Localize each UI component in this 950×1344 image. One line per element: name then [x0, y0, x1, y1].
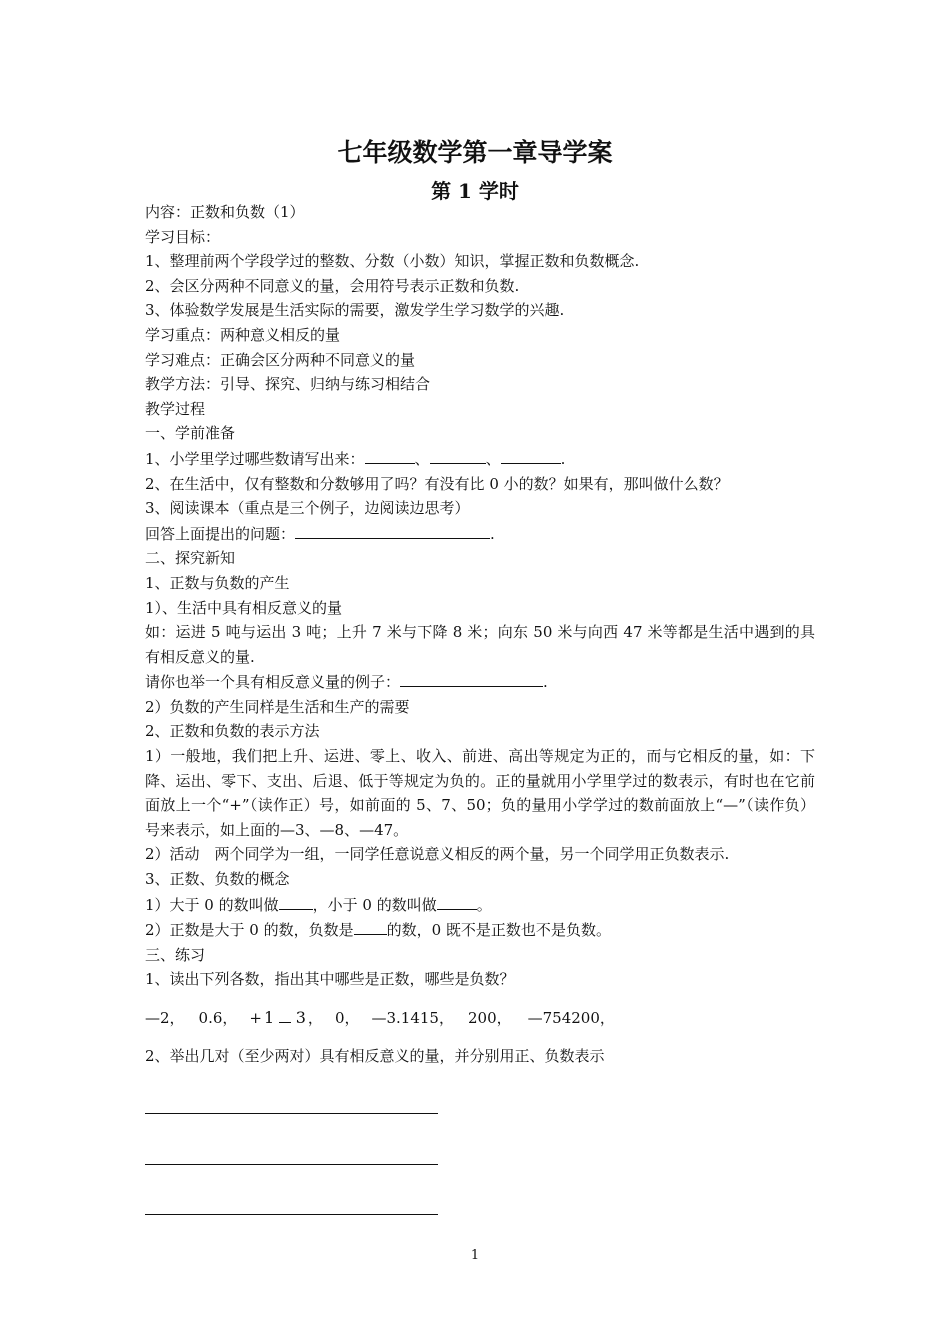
- question-text: 1、小学里学过哪些数请写出来：: [145, 449, 365, 468]
- question-line: 2、在生活中，仅有整数和分数够用了吗？有没有比 0 小的数？如果有，那叫做什么数？: [145, 474, 729, 493]
- subheading: 1）、生活中具有相反意义的量: [145, 598, 343, 617]
- teaching-method: 教学方法：引导、探究、归纳与练习相结合: [145, 375, 431, 394]
- section-heading: 三、练习: [145, 945, 206, 964]
- answer-blank[interactable]: [437, 892, 477, 910]
- period: .: [490, 524, 495, 543]
- period: 。: [476, 895, 492, 914]
- key-point: 学习重点：两种意义相反的量: [145, 325, 341, 344]
- answer-blank[interactable]: [295, 521, 490, 539]
- page-number: 1: [470, 1248, 480, 1263]
- answer-line[interactable]: [145, 1113, 438, 1114]
- fraction: [264, 1008, 306, 1028]
- number-list: [145, 992, 815, 1044]
- question-line: [145, 669, 815, 695]
- answer-line[interactable]: [145, 1214, 438, 1215]
- section-heading: 一、学前准备: [145, 424, 236, 443]
- number-item: 0，: [334, 1008, 360, 1027]
- subheading: 1、正数与负数的产生: [145, 573, 290, 592]
- page-title: 七年级数学第一章导学案: [337, 138, 613, 167]
- concept-line: [145, 917, 815, 943]
- answer-line: [145, 521, 815, 547]
- question-text: 请你也举一个具有相反意义量的例子：: [145, 673, 401, 692]
- goals-heading: 学习目标：: [145, 227, 221, 246]
- concept-line: [145, 892, 815, 918]
- activity-line: 2）活动 两个同学为一组，一同学任意说意义相反的两个量，另一个同学用正负数表示.: [145, 845, 730, 864]
- exercise-question: 2、举出几对（至少两对）具有相反意义的量，并分别用正、负数表示: [145, 1047, 605, 1065]
- difficulty: 学习难点：正确会区分两种不同意义的量: [145, 350, 416, 369]
- document-body: [145, 200, 815, 1069]
- answer-blank[interactable]: [400, 669, 543, 687]
- separator: 、: [485, 449, 501, 468]
- page-subtitle: 第 1 学时: [431, 179, 519, 203]
- goal-item: 3、体验数学发展是生活实际的需要，激发学生学习数学的兴趣.: [145, 301, 565, 320]
- number-item: 0.6，: [198, 1008, 238, 1027]
- fraction-bar: [279, 1022, 291, 1023]
- concept-text: 1）大于 0 的数叫做: [145, 895, 279, 914]
- period: .: [543, 673, 548, 692]
- answer-blank[interactable]: [430, 446, 486, 464]
- exercise-question: 1、读出下列各数，指出其中哪些是正数，哪些是负数？: [145, 970, 515, 989]
- number-item: +: [249, 1008, 262, 1027]
- question-line: 3、阅读课本（重点是三个例子，边阅读边思考）: [145, 499, 470, 518]
- number-item: 200，: [467, 1008, 512, 1027]
- example-paragraph: 如：运进 5 吨与运出 3 吨；上升 7 米与下降 8 米；向东 50 米与向西 47 米等都是生活中遇到的具有相反意义的量.: [145, 623, 815, 666]
- concept-text: ，小于 0 的数叫做: [312, 895, 437, 914]
- goal-item: 2、会区分两种不同意义的量，会用符号表示正数和负数.: [145, 276, 520, 295]
- fraction-numerator: 1: [263, 1008, 275, 1027]
- number-item: —3.1415，: [371, 1008, 454, 1027]
- subheading: 2）负数的产生同样是生活和生产的需要: [145, 697, 410, 716]
- subheading: 3、正数、负数的概念: [145, 870, 290, 889]
- concept-text: 2）正数是大于 0 的数，负数是: [145, 921, 354, 940]
- number-item: —754200，: [527, 1008, 615, 1027]
- content-line: 内容：正数和负数（1）: [145, 203, 305, 221]
- question-line: [145, 446, 815, 472]
- answer-blank[interactable]: [365, 446, 415, 464]
- separator: 、: [414, 449, 430, 468]
- subheading: 2、正数和负数的表示方法: [145, 722, 320, 741]
- goal-item: 1、整理前两个学段学过的整数、分数（小数）知识，掌握正数和负数概念.: [145, 252, 640, 271]
- answer-blank[interactable]: [279, 892, 313, 910]
- answer-blank[interactable]: [501, 446, 561, 464]
- number-item: —2，: [145, 1008, 185, 1027]
- section-heading: 二、探究新知: [145, 549, 236, 568]
- explanation-paragraph: 1）一般地，我们把上升、运进、零上、收入、前进、高出等规定为正的，而与它相反的量，如：下降、运出、零下、支出、后退、低于等规定为负的。正的量就用小学里学过的数表示，有时也在它前面放上一个“+”（读作正）号，如前面的 5、7、50；负的量用小学学过的数前面放上“—”（读作负）号来表示，如上面的—3、—8、—47。: [145, 747, 815, 839]
- fraction-denominator: 3: [295, 1008, 306, 1027]
- separator: ，: [307, 1008, 323, 1027]
- answer-prompt: 回答上面提出的问题：: [145, 524, 296, 543]
- answer-blank[interactable]: [354, 917, 387, 935]
- period: .: [560, 449, 566, 468]
- concept-text: 的数，0 既不是正数也不是负数。: [386, 921, 611, 940]
- process-heading: 教学过程: [145, 399, 206, 418]
- answer-line[interactable]: [145, 1164, 438, 1165]
